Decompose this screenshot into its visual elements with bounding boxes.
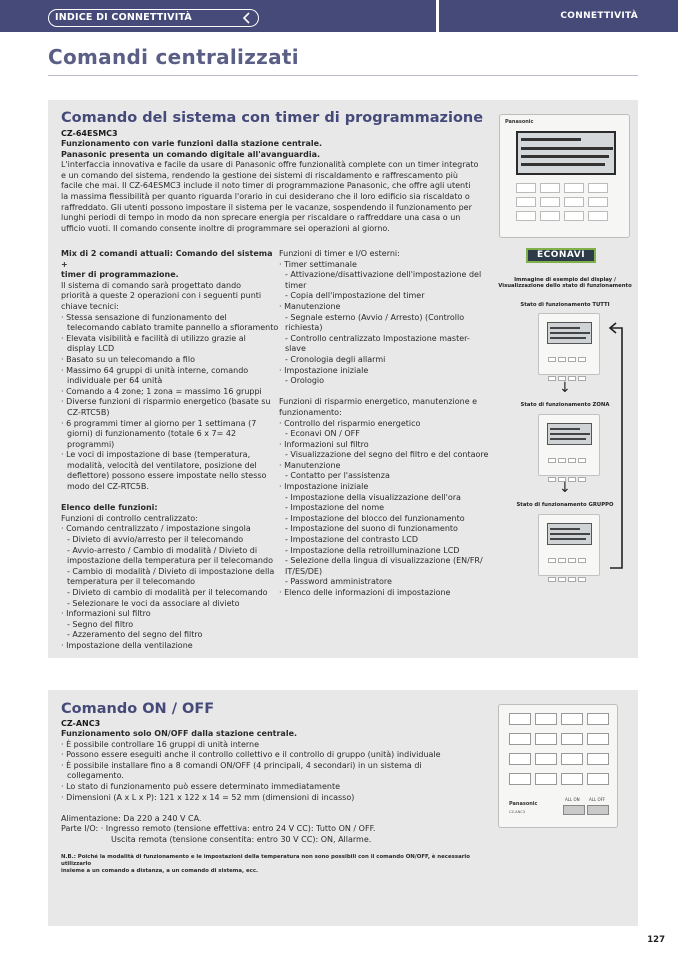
feature-line: - Divieto di cambio di modalità per il telecomando — [67, 588, 268, 597]
feature-line: Funzioni di risparmio energetico, manutenzione e — [279, 397, 478, 407]
top-bar-divider — [436, 0, 439, 32]
feature-line: deflettore) possono essere impostate nello stesso — [67, 471, 267, 481]
feature-line: Il sistema di comando sarà progettato dando — [61, 280, 242, 290]
feature-line: · Dimensioni (A x L x P): 121 x 122 x 14 = 52 mm (dimensioni di incasso) — [61, 792, 355, 802]
feature-line: · Comando a 4 zone; 1 zona = massimo 16 gruppi — [61, 386, 262, 396]
feature-line: · Possono essere eseguiti anche il controllo collettivo e il controllo di gruppo (unità) individuale — [61, 750, 441, 760]
display-caption — [490, 277, 640, 289]
feature-line: · Manutenzione — [279, 301, 341, 311]
feature-line: modo del CZ-RTC5B. — [67, 482, 149, 492]
feature-line: - Impostazione del suono di funzionamento — [285, 524, 458, 534]
feature-line: · Timer settimanale — [279, 259, 357, 269]
feature-line: - Divieto di avvio/arresto per il telecomando — [67, 535, 244, 545]
feature-line: · Informazioni sul filtro — [61, 609, 151, 619]
display-example-group — [538, 514, 600, 576]
feature-line: - Selezionare le voci da associare al divieto — [67, 598, 240, 608]
feature-line: Funzioni di controllo centralizzato: — [61, 513, 198, 523]
section-label: CONNETTIVITÀ — [560, 11, 638, 21]
bold-line: Funzionamento solo ON/OFF dalla stazione centrale. — [61, 729, 298, 738]
feature-line: · Impostazione iniziale — [279, 365, 369, 375]
feature-line: - Impostazione della visualizzazione dell'ora — [285, 492, 461, 502]
arrow-down-icon: ↓ — [559, 380, 571, 396]
feature-line: - Econavi ON / OFF — [285, 429, 360, 439]
feature-line: telecomando cablato tramite pannello a sfioramento — [67, 323, 279, 333]
page-number: 127 — [647, 935, 665, 945]
index-button[interactable] — [48, 9, 259, 27]
section-title: Comando ON / OFF — [61, 701, 215, 717]
intro-line: raffreddato. Gli utenti possono impostare il sistema per le vacanze, sospendendo il funzionamento per — [61, 202, 472, 212]
device-screen — [516, 131, 616, 175]
feature-line: · Le voci di impostazione di base (temperatura, — [61, 450, 251, 460]
system-controller-image — [499, 114, 630, 238]
feature-line: collegamento. — [67, 771, 124, 781]
feature-line: - Contatto per l'assistenza — [285, 471, 390, 481]
intro-line: ufficio vuoti. Il comando consente inoltre di programmare sei operazioni al giorno. — [61, 223, 390, 233]
feature-line: · Impostazione iniziale — [279, 482, 369, 492]
feature-line: · Controllo del risparmio energetico — [279, 418, 421, 428]
feature-line: · Elenco delle informazioni di impostazione — [279, 588, 451, 597]
device-code: CZ-ANC3 — [509, 810, 526, 814]
intro-line: e un comando del sistema, rendendo la gestione dei sistemi di riscaldamento e raffrescamento più — [61, 170, 458, 180]
econavi-logo: ECONAVI — [526, 248, 596, 263]
on-off-description — [61, 729, 491, 846]
feature-line: Mix di 2 comandi attuali: Comando del sistema + — [61, 249, 273, 269]
state-all-caption: Stato di funzionamento TUTTI — [520, 302, 610, 308]
intro-line: facile che mai. Il CZ-64ESMC3 include il noto timer di programmazione Panasonic, che offre agli utenti — [61, 181, 471, 191]
feature-line: - Segno del filtro — [67, 619, 134, 629]
io-line: Parte I/O: · Ingresso remoto (tensione effettiva: entro 24 V CC): Tutto ON / OFF. — [61, 824, 376, 834]
feature-line: IT/ES/DE) — [285, 566, 323, 576]
intro-line: L'interfaccia innovativa e facile da usare di Panasonic offre funzionalità complete con un timer integrato — [61, 160, 479, 170]
feature-line: timer — [285, 280, 307, 290]
all-off-label: ALL OFF — [589, 797, 606, 802]
feature-line: - Impostazione del contrasto LCD — [285, 535, 419, 545]
intro-bold-line: Panasonic presenta un comando digitale all'avanguardia. — [61, 149, 321, 159]
state-group-caption: Stato di funzionamento GRUPPO — [516, 502, 614, 508]
features-right-column — [279, 249, 499, 599]
note-line: N.B.: Poiché la modalità di funzionamento e le impostazioni della temperatura non sono possibili con il comando ON/OFF, è necessario utilizzarlo — [61, 854, 470, 867]
intro-block — [61, 139, 491, 234]
feature-line: - Selezione della lingua di visualizzazione (EN/FR/ — [285, 556, 483, 566]
section-title: Comando del sistema con timer di programmazione — [61, 110, 484, 126]
feature-line: modalità, velocità del ventilatore, posizione del — [67, 460, 257, 470]
index-label: INDICE DI CONNETTIVITÀ — [55, 12, 192, 23]
all-on-label: ALL ON — [565, 797, 580, 802]
feature-line: Elenco delle funzioni: — [61, 503, 158, 513]
note — [61, 854, 501, 875]
cycle-arrow-icon — [608, 322, 628, 572]
note-line: insieme a un comando a distanza, a un comando di sistema, ecc. — [61, 868, 259, 874]
display-caption-line: Immagine di esempio del display / — [514, 277, 616, 283]
feature-line: individuale per 64 unità — [67, 376, 163, 386]
feature-line: - Avvio-arresto / Cambio di modalità / Divieto di — [67, 545, 258, 555]
feature-line: - Impostazione della retroilluminazione LCD — [285, 545, 460, 555]
feature-line: · Impostazione della ventilazione — [61, 640, 193, 650]
feature-line: · Lo stato di funzionamento può essere determinato immediatamente — [61, 781, 340, 791]
title-divider — [48, 75, 638, 76]
feature-line: - Copia dell'impostazione del timer — [285, 291, 425, 301]
intro-line: lunghi periodi di tempo in modo da non sprecare energia per riscaldare o raffreddare una casa o un — [61, 213, 461, 223]
feature-line: - Attivazione/disattivazione dell'impostazione del — [285, 270, 482, 280]
feature-line: · Massimo 64 gruppi di unità interne, comando — [61, 365, 249, 375]
feature-line — [61, 493, 281, 504]
state-zone-caption: Stato di funzionamento ZONA — [520, 402, 610, 408]
feature-line: giorni) di funzionamento (totale 6 x 7= 42 programmi) — [67, 429, 237, 449]
feature-line: impostazione della temperatura per il telecomando — [67, 556, 273, 566]
feature-line: · 6 programmi timer al giorno per 1 settimana (7 — [61, 418, 257, 428]
feature-line: · Informazioni sul filtro — [279, 439, 369, 449]
product-code: CZ-64ESMC3 — [61, 129, 118, 138]
feature-line: - Controllo centralizzato Impostazione master- — [285, 333, 470, 343]
feature-line: · Elevata visibilità e facilità di utilizzo grazie al — [61, 333, 246, 343]
feature-line: timer di programmazione. — [61, 270, 179, 280]
feature-line — [279, 387, 499, 398]
feature-line: · Diverse funzioni di risparmio energetico (basate su — [61, 397, 271, 407]
feature-line: - Segnale esterno (Avvio / Arresto) (Controllo — [285, 312, 465, 322]
feature-line: priorità a queste 2 operazioni con i seguenti punti — [61, 291, 262, 301]
feature-line: funzionamento: — [279, 407, 342, 417]
io-line: Uscita remota (tensione consentita: entro 30 V CC): ON, Allarme. — [111, 834, 372, 844]
feature-line: · È possibile controllare 16 gruppi di unità interne — [61, 739, 259, 749]
feature-line: · Basato su un telecomando a filo — [61, 354, 195, 364]
intro-line: la massima flessibilità per quanto riguarda l'orario in cui desiderano che il loro edificio sia riscaldato o — [61, 191, 470, 201]
on-off-controller-image — [498, 704, 618, 828]
feature-line: - Visualizzazione del segno del filtro e del contaore — [285, 450, 489, 460]
device-brand: Panasonic — [505, 119, 534, 125]
chevron-left-icon — [240, 10, 254, 26]
all-on-button-image — [563, 805, 585, 815]
display-example-zone — [538, 414, 600, 476]
panel-system-controller — [48, 100, 638, 658]
features-left-column — [61, 249, 281, 652]
feature-line: · Manutenzione — [279, 460, 341, 470]
all-off-button-image — [587, 805, 609, 815]
display-caption-line: Visualizzazione dello stato di funzionamento — [498, 283, 632, 289]
feature-line: · Stessa sensazione di funzionamento del — [61, 312, 227, 322]
feature-line: - Cronologia degli allarmi — [285, 354, 386, 364]
feature-line: richiesta) — [285, 323, 323, 333]
feature-line: CZ-RTC5B) — [67, 407, 110, 417]
feature-line: temperatura per il telecomando — [67, 577, 196, 587]
arrow-down-icon: ↓ — [559, 480, 571, 496]
feature-line: slave — [285, 344, 306, 354]
feature-line: · Comando centralizzato / impostazione singola — [61, 524, 251, 534]
page-title: Comandi centralizzati — [48, 45, 299, 69]
feature-line: - Impostazione del blocco del funzionamento — [285, 513, 465, 523]
power-line: Alimentazione: Da 220 a 240 V CA. — [61, 813, 202, 823]
feature-line: - Cambio di modalità / Divieto di impostazione della — [67, 566, 275, 576]
device-brand: Panasonic — [509, 801, 538, 807]
feature-line: Funzioni di timer e I/O esterni: — [279, 249, 400, 258]
feature-line: chiave tecnici: — [61, 301, 119, 311]
feature-line: - Azzeramento del segno del filtro — [67, 630, 203, 640]
product-code: CZ-ANC3 — [61, 719, 101, 728]
display-example-all — [538, 313, 600, 375]
feature-line: - Password amministratore — [285, 577, 392, 587]
device-buttons — [509, 713, 609, 785]
feature-line: · È possibile installare fino a 8 comandi ON/OFF (4 principali, 4 secondari) in un sistema di — [61, 760, 422, 770]
feature-line: display LCD — [67, 344, 115, 354]
panel-on-off-controller — [48, 690, 638, 926]
feature-line: - Orologio — [285, 376, 325, 386]
device-buttons — [516, 183, 616, 221]
intro-bold-line: Funzionamento con varie funzioni dalla stazione centrale. — [61, 139, 323, 148]
feature-line: - Impostazione del nome — [285, 503, 385, 513]
